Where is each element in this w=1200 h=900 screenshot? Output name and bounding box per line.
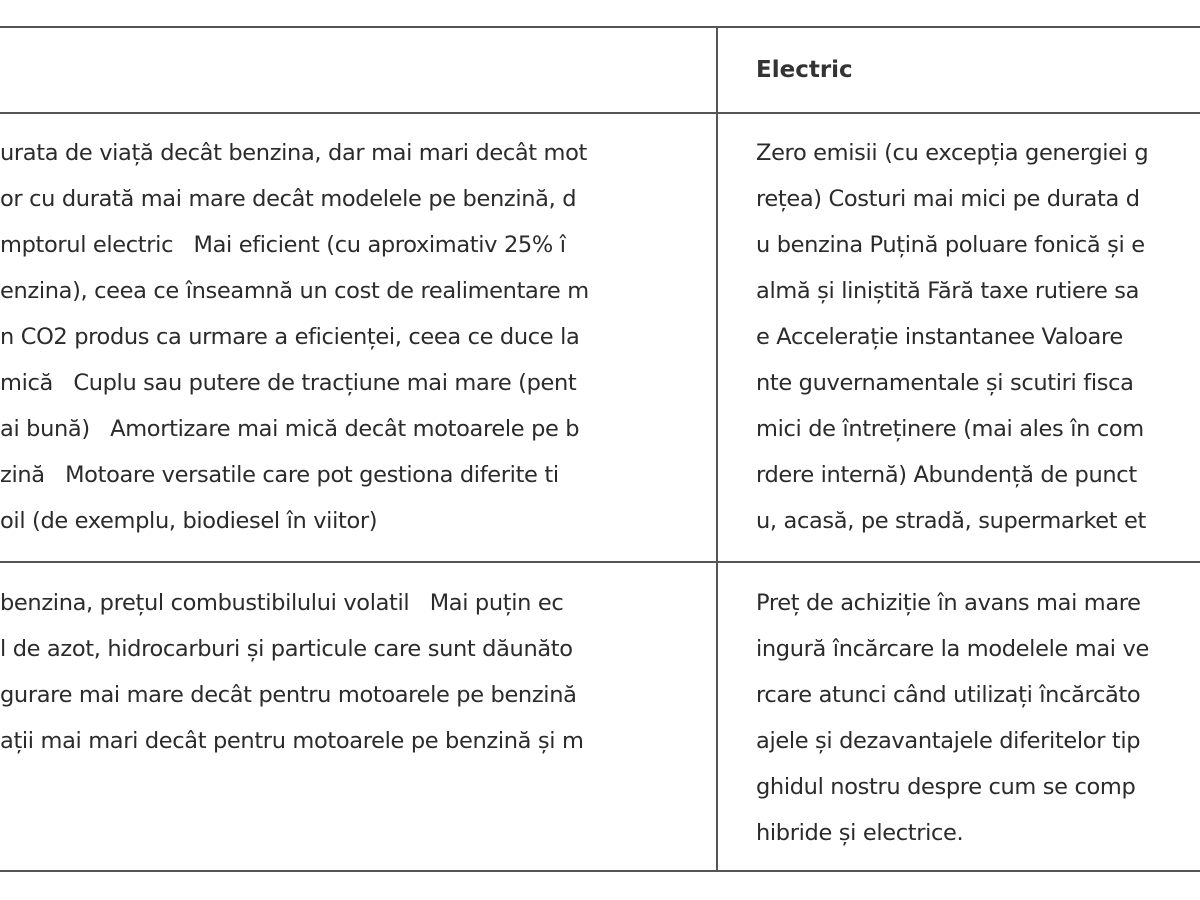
cell-text-line: rdere internă) Abundență de punct	[756, 462, 1137, 488]
row1-electric-cell	[756, 130, 1200, 560]
cell-text-line: mptorul electric Mai eficient (cu aproximativ 25% î	[0, 232, 566, 258]
cell-text-line: ingură încărcare la modelele mai ve	[756, 636, 1149, 662]
table-border-header	[0, 112, 1200, 114]
cell-text-line: rețea) Costuri mai mici pe durata d	[756, 186, 1140, 212]
cell-text-line: gurare mai mare decât pentru motoarele pe benzină	[0, 682, 577, 708]
cell-text-line	[0, 764, 714, 810]
cell-text-line: zină Motoare versatile care pot gestiona diferite ti	[0, 462, 559, 488]
cell-text-line: mică Cuplu sau putere de tracțiune mai mare (pent	[0, 370, 577, 396]
cell-text-line: ghidul nostru despre cum se comp	[756, 774, 1136, 800]
cell-text-line: mici de întreținere (mai ales în com	[756, 416, 1144, 442]
header-cell-electric: Electric	[756, 57, 853, 83]
cell-text-line: or cu durată mai mare decât modelele pe benzină, d	[0, 186, 577, 212]
cell-text-line: e Accelerație instantanee Valoare	[756, 324, 1123, 350]
header-cell-left	[0, 28, 716, 112]
cell-text-line: u, acasă, pe stradă, supermarket et	[756, 508, 1146, 534]
row2-left-cell	[0, 580, 714, 868]
row1-left-cell	[0, 130, 714, 560]
cell-text-line: Zero emisii (cu excepția genergiei g	[756, 140, 1149, 166]
cell-text-line: nte guvernamentale și scutiri fisca	[756, 370, 1134, 396]
table-column-divider	[716, 26, 718, 872]
table-border-row-divider	[0, 561, 1200, 563]
cell-text-line: ai bună) Amortizare mai mică decât motoarele pe b	[0, 416, 580, 442]
cell-text-line: oil (de exemplu, biodiesel în viitor)	[0, 508, 378, 534]
cell-text-line: urata de viață decât benzina, dar mai mari decât mot	[0, 140, 588, 166]
cell-text-line: enzina), ceea ce înseamnă un cost de realimentare m	[0, 278, 589, 304]
cell-text-line: almă și liniștită Fără taxe rutiere sa	[756, 278, 1140, 304]
cell-text-line: l de azot, hidrocarburi și particule care sunt dăunăto	[0, 636, 573, 662]
cell-text-line: ajele și dezavantajele diferitelor tip	[756, 728, 1141, 754]
cell-text-line: rcare atunci când utilizați încărcăto	[756, 682, 1141, 708]
cell-text-line: u benzina Puțină poluare fonică și e	[756, 232, 1145, 258]
table-border-bottom	[0, 870, 1200, 872]
cell-text-line: Preț de achiziție în avans mai mare	[756, 590, 1141, 616]
cell-text-line: ații mai mari decât pentru motoarele pe benzină și m	[0, 728, 584, 754]
cell-text-line: hibride și electrice.	[756, 820, 964, 846]
cell-text-line: n CO2 produs ca urmare a eficienței, ceea ce duce la	[0, 324, 580, 350]
row2-electric-cell	[756, 580, 1200, 868]
cell-text-line: benzina, prețul combustibilului volatil Mai puțin ec	[0, 590, 564, 616]
